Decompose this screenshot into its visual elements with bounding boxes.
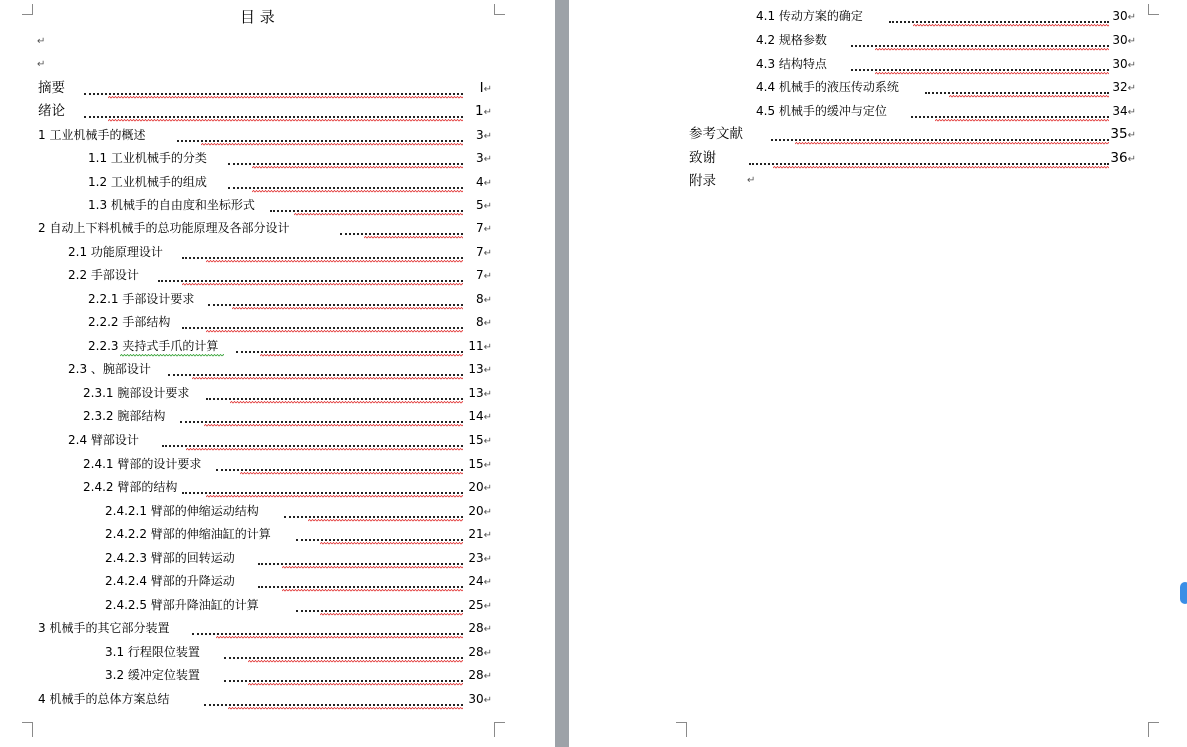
- toc-entry[interactable]: [0, 525, 510, 543]
- page-number-text: 13: [468, 362, 484, 376]
- toc-dot-leader: [911, 112, 1109, 118]
- toc-page-number: [462, 407, 492, 427]
- toc-entry-label: 绪论: [38, 103, 65, 119]
- toc-page-number: [462, 478, 492, 498]
- page-number-text: 30: [1112, 33, 1128, 47]
- page-number-text: 28: [468, 668, 484, 682]
- toc-entry[interactable]: [0, 290, 510, 308]
- spelling-underline: [204, 424, 463, 427]
- page-number-text: 14: [468, 409, 484, 423]
- paragraph-mark: ↵: [483, 365, 492, 376]
- page-number-text: 34: [1112, 104, 1128, 118]
- grammar-underline: [120, 354, 224, 357]
- paragraph-mark: ↵: [483, 624, 492, 635]
- spelling-underline: [252, 166, 463, 169]
- toc-entry[interactable]: [0, 196, 510, 214]
- toc-page-number: [462, 619, 492, 639]
- toc-entry[interactable]: [569, 102, 1154, 120]
- toc-page-number: [462, 290, 492, 310]
- toc-entry[interactable]: [0, 478, 510, 496]
- paragraph-mark: ↵: [483, 107, 492, 118]
- toc-dot-leader: [851, 65, 1109, 71]
- toc-entry[interactable]: [0, 337, 510, 355]
- toc-entry-label: 2.4.2.2 臂部的伸缩油缸的计算: [105, 527, 271, 541]
- toc-entry-label: 2.3.2 腕部结构: [83, 409, 166, 423]
- spelling-underline: [206, 495, 463, 498]
- toc-dot-leader: [216, 465, 463, 471]
- toc-entry-label: 2.2.2 手部结构: [88, 315, 171, 329]
- spelling-underline: [282, 589, 463, 592]
- toc-entry[interactable]: [569, 172, 1154, 190]
- toc-entry-label: 2 自动上下料机械手的总功能原理及各部分设计: [38, 221, 290, 235]
- toc-page-number: [462, 149, 492, 169]
- toc-dot-leader: [258, 582, 463, 588]
- spelling-underline: [949, 95, 1109, 98]
- paragraph-mark: ↵: [483, 271, 492, 282]
- spelling-underline: [228, 707, 463, 710]
- paragraph-mark: ↵: [483, 412, 492, 423]
- page-number-text: 20: [468, 504, 484, 518]
- toc-dot-leader: [258, 559, 463, 565]
- toc-entry-label: 1.1 工业机械手的分类: [88, 151, 207, 165]
- toc-entry[interactable]: [0, 643, 510, 661]
- page-number-text: 30: [468, 692, 484, 706]
- page-number-text: 21: [468, 527, 484, 541]
- page-number-text: 7: [475, 245, 484, 259]
- document-page-right: [569, 0, 1187, 747]
- page-number-text: 15: [468, 457, 484, 471]
- paragraph-mark: ↵: [483, 295, 492, 306]
- empty-paragraph-mark: ↵: [37, 59, 46, 70]
- paragraph-mark: ↵: [1127, 130, 1136, 141]
- toc-page-number: [1106, 78, 1136, 98]
- paragraph-mark: ↵: [1127, 154, 1136, 165]
- toc-entry-label: 2.3 、腕部设计: [68, 362, 151, 376]
- toc-entry[interactable]: [569, 149, 1154, 167]
- spelling-underline: [282, 566, 463, 569]
- toc-page-number: [1106, 102, 1136, 122]
- toc-entry[interactable]: [0, 666, 510, 684]
- spelling-underline: [108, 119, 463, 122]
- toc-dot-leader: [228, 159, 463, 165]
- toc-entry-label: 4.2 规格参数: [756, 33, 827, 47]
- paragraph-mark: ↵: [483, 248, 492, 259]
- toc-dot-leader: [296, 535, 463, 541]
- crop-mark: [494, 4, 505, 15]
- page-number-text: 15: [468, 433, 484, 447]
- page-number-text: 24: [468, 574, 484, 588]
- toc-entry[interactable]: [0, 502, 510, 520]
- toc-entry[interactable]: [0, 360, 510, 378]
- toc-page-number: [462, 266, 492, 286]
- page-number-text: 20: [468, 480, 484, 494]
- spelling-underline: [320, 542, 463, 545]
- toc-entry-label: 2.2 手部设计: [68, 268, 139, 282]
- toc-entry[interactable]: [0, 690, 510, 708]
- paragraph-mark: ↵: [483, 131, 492, 142]
- toc-entry-label: 2.4.2 臂部的结构: [83, 480, 178, 494]
- page-number-text: 8: [475, 315, 484, 329]
- toc-page-number: [462, 173, 492, 193]
- toc-dot-leader: [206, 394, 463, 400]
- toc-dot-leader: [177, 136, 463, 142]
- page-number-text: 28: [468, 621, 484, 635]
- toc-page-number: [462, 102, 492, 122]
- spelling-underline: [875, 72, 1109, 75]
- toc-page-number: [462, 549, 492, 569]
- toc-entry-label: 4.3 结构特点: [756, 57, 827, 71]
- toc-entry[interactable]: [0, 219, 510, 237]
- toc-dot-leader: [224, 676, 463, 682]
- spelling-underline: [182, 283, 463, 286]
- toc-entry-label: 2.4.2.4 臂部的升降运动: [105, 574, 235, 588]
- toc-dot-leader: [158, 276, 463, 282]
- toc-dot-leader: [340, 229, 463, 235]
- toc-dot-leader: [208, 300, 463, 306]
- toc-dot-leader: [236, 347, 463, 353]
- toc-page-number: [462, 525, 492, 545]
- spelling-underline: [206, 330, 463, 333]
- toc-page-number: [462, 502, 492, 522]
- toc-entry-label: 致谢: [689, 150, 716, 166]
- toc-entry[interactable]: [0, 455, 510, 473]
- crop-mark: [22, 4, 33, 15]
- toc-page-number: [462, 196, 492, 216]
- paragraph-mark: ↵: [483, 178, 492, 189]
- spelling-underline: [294, 213, 463, 216]
- toc-dot-leader: [168, 370, 463, 376]
- toc-entry[interactable]: [0, 102, 510, 120]
- spelling-underline: [773, 166, 1109, 169]
- toc-entry-label: 3.2 缓冲定位装置: [105, 668, 200, 682]
- paragraph-mark: ↵: [483, 201, 492, 212]
- scroll-indicator[interactable]: [1180, 582, 1187, 604]
- toc-page-number: [462, 360, 492, 380]
- crop-mark: [676, 722, 687, 737]
- page-number-text: 30: [1112, 9, 1128, 23]
- toc-dot-leader: [180, 417, 463, 423]
- paragraph-mark: ↵: [1127, 107, 1136, 118]
- page-number-text: 4: [475, 175, 484, 189]
- paragraph-mark: ↵: [483, 154, 492, 165]
- paragraph-mark: ↵: [483, 389, 492, 400]
- crop-mark: [1148, 722, 1159, 737]
- page-number-text: 1: [475, 103, 484, 119]
- toc-page-number: [462, 313, 492, 333]
- toc-entry-label: 1 工业机械手的概述: [38, 128, 146, 142]
- spelling-underline: [240, 472, 463, 475]
- paragraph-mark: ↵: [1127, 36, 1136, 47]
- page-number-text: 7: [475, 221, 484, 235]
- toc-page-number: [462, 455, 492, 475]
- toc-dot-leader: [296, 606, 463, 612]
- paragraph-mark: ↵: [483, 648, 492, 659]
- toc-dot-leader: [224, 653, 463, 659]
- page-number-text: 8: [475, 292, 484, 306]
- page-number-text: 25: [468, 598, 484, 612]
- toc-page-number: [462, 643, 492, 663]
- document-page-left: [0, 0, 555, 747]
- toc-entry-label: 2.2.1 手部设计要求: [88, 292, 195, 306]
- toc-entry-label: 2.4.2.3 臂部的回转运动: [105, 551, 235, 565]
- toc-page-number: [462, 666, 492, 686]
- paragraph-mark: ↵: [1127, 60, 1136, 71]
- toc-entry[interactable]: [0, 384, 510, 402]
- spelling-underline: [186, 448, 463, 451]
- toc-page-number: [462, 596, 492, 616]
- toc-page-number: [1106, 7, 1136, 27]
- page-number-text: 3: [475, 128, 484, 142]
- paragraph-mark: ↵: [747, 175, 756, 186]
- toc-entry[interactable]: [569, 125, 1154, 143]
- toc-page-number: [462, 431, 492, 451]
- toc-dot-leader: [925, 88, 1109, 94]
- toc-dot-leader: [162, 441, 463, 447]
- toc-dot-leader: [204, 700, 463, 706]
- toc-entry-label: 2.1 功能原理设计: [68, 245, 163, 259]
- toc-page-number: [462, 243, 492, 263]
- toc-dot-leader: [284, 512, 463, 518]
- toc-dot-leader: [228, 183, 463, 189]
- toc-entry-label: 摘要: [38, 80, 65, 96]
- toc-dot-leader: [84, 112, 463, 118]
- toc-entry-label: 3.1 行程限位装置: [105, 645, 200, 659]
- paragraph-mark: ↵: [483, 530, 492, 541]
- toc-page-number: [1106, 149, 1136, 169]
- toc-entry-label: 2.4.2.1 臂部的伸缩运动结构: [105, 504, 259, 518]
- toc-entry[interactable]: [569, 31, 1154, 49]
- spelling-underline: [795, 142, 1109, 145]
- spelling-underline: [206, 260, 463, 263]
- toc-entry-label: 参考文献: [689, 126, 743, 142]
- toc-entry-label: 4.1 传动方案的确定: [756, 9, 863, 23]
- toc-entry[interactable]: [0, 431, 510, 449]
- toc-dot-leader: [749, 159, 1109, 165]
- toc-entry[interactable]: [0, 619, 510, 637]
- toc-entry-label: 2.3.1 腕部设计要求: [83, 386, 190, 400]
- toc-entry[interactable]: [569, 7, 1154, 25]
- toc-entry-label: 1.3 机械手的自由度和坐标形式: [88, 198, 255, 212]
- page-number-text: 30: [1112, 57, 1128, 71]
- paragraph-mark: ↵: [483, 224, 492, 235]
- toc-dot-leader: [851, 41, 1109, 47]
- toc-entry[interactable]: [0, 407, 510, 425]
- toc-dot-leader: [771, 135, 1109, 141]
- toc-page-number: [462, 126, 492, 146]
- spelling-underline: [260, 354, 463, 357]
- paragraph-mark: ↵: [483, 507, 492, 518]
- toc-entry-label: 2.2.3 夹持式手爪的计算: [88, 339, 219, 353]
- spelling-underline: [875, 48, 1109, 51]
- toc-entry-label: 4.4 机械手的液压传动系统: [756, 80, 899, 94]
- toc-entry[interactable]: [569, 55, 1154, 73]
- spelling-underline: [108, 96, 463, 99]
- toc-entry[interactable]: [0, 266, 510, 284]
- paragraph-mark: ↵: [483, 577, 492, 588]
- page-number-text: 5: [475, 198, 484, 212]
- spelling-underline: [913, 24, 1109, 27]
- toc-entry[interactable]: [0, 243, 510, 261]
- toc-entry-label: 1.2 工业机械手的组成: [88, 175, 207, 189]
- spelling-underline: [364, 236, 463, 239]
- paragraph-mark: ↵: [483, 695, 492, 706]
- toc-page-number: [462, 384, 492, 404]
- spelling-underline: [230, 401, 463, 404]
- toc-title: 目 录: [240, 8, 275, 26]
- empty-paragraph-mark: ↵: [37, 36, 46, 47]
- paragraph-mark: ↵: [483, 671, 492, 682]
- toc-entry-label: 4.5 机械手的缓冲与定位: [756, 104, 887, 118]
- toc-dot-leader: [192, 629, 463, 635]
- page-number-text: 13: [468, 386, 484, 400]
- toc-entry-label: 3 机械手的其它部分装置: [38, 621, 170, 635]
- page-number-text: 35: [1110, 126, 1128, 142]
- toc-entry[interactable]: [0, 572, 510, 590]
- toc-dot-leader: [270, 206, 463, 212]
- toc-entry-label: 2.4.2.5 臂部升降油缸的计算: [105, 598, 259, 612]
- toc-dot-leader: [182, 323, 463, 329]
- toc-dot-leader: [84, 89, 463, 95]
- spelling-underline: [232, 307, 463, 310]
- toc-entry[interactable]: [0, 313, 510, 331]
- paragraph-mark: ↵: [483, 483, 492, 494]
- toc-entry-label: 附录: [689, 173, 716, 189]
- spelling-underline: [248, 683, 463, 686]
- toc-page-number: [462, 690, 492, 710]
- toc-page-number: [462, 572, 492, 592]
- toc-page-number: [462, 219, 492, 239]
- crop-mark: [1148, 4, 1159, 15]
- page-number-text: 7: [475, 268, 484, 282]
- paragraph-mark: ↵: [483, 436, 492, 447]
- toc-entry-label: 2.4 臂部设计: [68, 433, 139, 447]
- page-number-text: 23: [468, 551, 484, 565]
- paragraph-mark: ↵: [1127, 12, 1136, 23]
- toc-dot-leader: [182, 253, 463, 259]
- toc-entry[interactable]: [0, 149, 510, 167]
- toc-entry-label: 4 机械手的总体方案总结: [38, 692, 170, 706]
- toc-entry[interactable]: [0, 79, 510, 97]
- spelling-underline: [192, 377, 463, 380]
- toc-page-number: [1106, 125, 1136, 145]
- page-number-text: 36: [1110, 150, 1128, 166]
- toc-page-number: [462, 79, 492, 99]
- crop-mark: [22, 722, 33, 737]
- paragraph-mark: ↵: [483, 318, 492, 329]
- spelling-underline: [201, 143, 463, 146]
- toc-entry-label: 2.4.1 臂部的设计要求: [83, 457, 202, 471]
- toc-entry[interactable]: [0, 173, 510, 191]
- paragraph-mark: ↵: [483, 342, 492, 353]
- page-number-text: 3: [475, 151, 484, 165]
- spelling-underline: [320, 613, 463, 616]
- paragraph-mark: ↵: [483, 554, 492, 565]
- paragraph-mark: ↵: [483, 601, 492, 612]
- toc-entry[interactable]: [0, 126, 510, 144]
- toc-page-number: [1106, 31, 1136, 51]
- page-number-text: 11: [468, 339, 484, 353]
- toc-page-number: [1106, 55, 1136, 75]
- spelling-underline: [935, 119, 1109, 122]
- toc-dot-leader: [889, 17, 1109, 23]
- page-number-text: 28: [468, 645, 484, 659]
- toc-entry[interactable]: [569, 78, 1154, 96]
- paragraph-mark: ↵: [1127, 83, 1136, 94]
- spelling-underline: [252, 190, 463, 193]
- spelling-underline: [248, 660, 463, 663]
- toc-entry[interactable]: [0, 596, 510, 614]
- page-number-text: 32: [1112, 80, 1128, 94]
- paragraph-mark: ↵: [483, 84, 492, 95]
- paragraph-mark: ↵: [483, 460, 492, 471]
- spelling-underline: [308, 519, 463, 522]
- toc-entry[interactable]: [0, 549, 510, 567]
- page-number-text: I: [479, 80, 484, 96]
- toc-dot-leader: [182, 488, 463, 494]
- toc-page-number: [462, 337, 492, 357]
- crop-mark: [494, 722, 505, 737]
- spelling-underline: [216, 636, 463, 639]
